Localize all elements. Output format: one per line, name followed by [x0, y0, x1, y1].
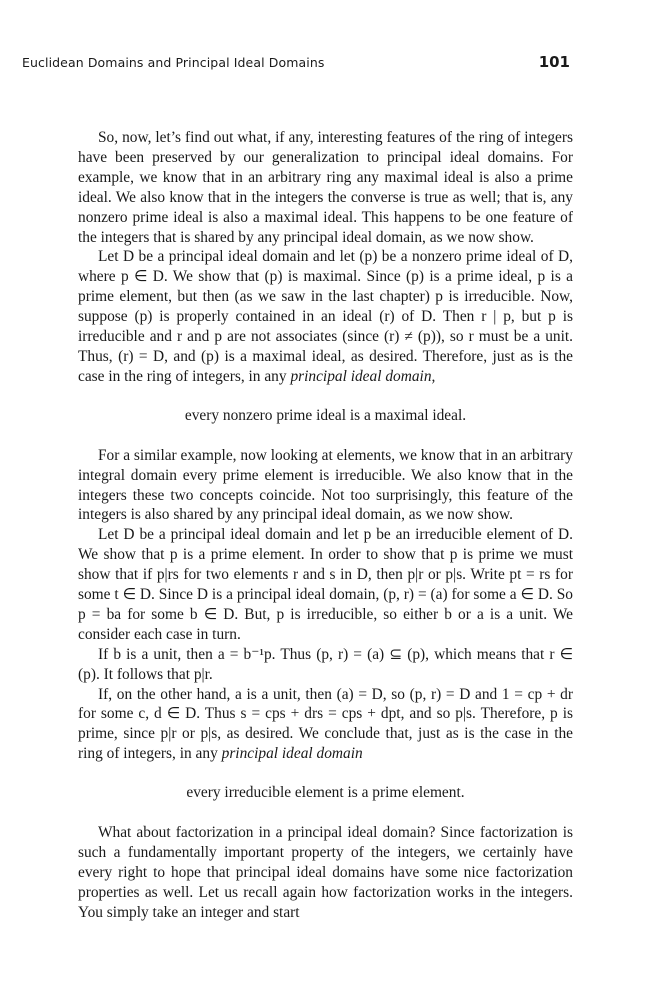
- emphasis-pid-2: principal ideal domain: [221, 745, 363, 763]
- paragraph-irreducible-proof: Let D be a principal ideal domain and let p be an irreducible element of D. We show that p is a prime element. In order to show that p is prime we must show that if p|rs for two elements r and s in D, then p|r or p|s. Write pt = rs for some t ∈ D. Since D is a principal ideal domain, (p, r) = (a) for some a ∈ D. So p = ba for some b ∈ D. But, p is irreducible, so either b or a is a unit. We consider each case in turn.: [78, 526, 573, 643]
- proof-text: Let D be a principal ideal domain and let (p) be a nonzero prime ideal of D, where p ∈ D. We show that (p) is maximal. Since (p) is a prime ideal, p is a prime element, but then (as we saw in the last chapter) p is irreducible. Now, suppose (p) is properly contained in an ideal (r) of D. Then r | p, but p is irreducible and r and p are not associates (since (r) ≠ (p)), so r must be a unit. Thus, (r) = D, and (p) is a maximal ideal, as desired. Therefore, just as is the case in the ring of integers, in any: [78, 248, 573, 385]
- paragraph-elements-intro: For a similar example, now looking at elements, we know that in an arbitrary integral domain every prime element is irreducible. We also know that in the integers these two concepts coincide. Not too surprisingly, this feature of the integers is also shared by any principal ideal domain, as we now show.: [78, 446, 573, 524]
- case-text: If, on the other hand, a is a unit, then (a) = D, so (p, r) = D and 1 = cp + dr for some c, d ∈ D. Thus s = cps + drs = cps + dpt, and so p|s. Therefore, p is prime, since p|r or p|s, as desired. We conclude that, just as is the case in the ring of integers, in any: [78, 685, 573, 763]
- paragraph-prime-ideal-proof: [78, 247, 573, 386]
- paragraph-case-b-unit: If b is a unit, then a = b⁻¹p. Thus (p, r) = (a) ⊆ (p), which means that r ∈ (p). It follows that p|r.: [78, 645, 573, 683]
- display-statement-maximal: every nonzero prime ideal is a maximal ideal.: [184, 406, 467, 424]
- display-statement-prime: every irreducible element is a prime element.: [186, 784, 465, 802]
- page-number: 101: [538, 53, 570, 71]
- paragraph-intro: So, now, let’s find out what, if any, interesting features of the ring of integers have been preserved by our generalization to principal ideal domains. For example, we know that in an arbitrary ring any maximal ideal is also a prime ideal. We also know that in the integers the converse is true as well; that is, any nonzero prime ideal is also a maximal ideal. This happens to be one feature of the integers that is shared by any principal ideal domain, as we now show.: [78, 129, 573, 246]
- page-header: [22, 53, 570, 71]
- paragraph-case-a-unit: [78, 685, 573, 765]
- running-title: Euclidean Domains and Principal Ideal Domains: [22, 55, 325, 70]
- emphasis-pid: principal ideal domain,: [290, 367, 436, 385]
- paragraph-factorization: What about factorization in a principal ideal domain? Since factorization is such a fundamentally important property of the integers, we certainly have every right to hope that principal ideal domains have some nice factorization properties as well. Let us recall again how factorization works in the integers. You simply take an integer and start: [78, 824, 573, 921]
- body-text: [78, 128, 573, 923]
